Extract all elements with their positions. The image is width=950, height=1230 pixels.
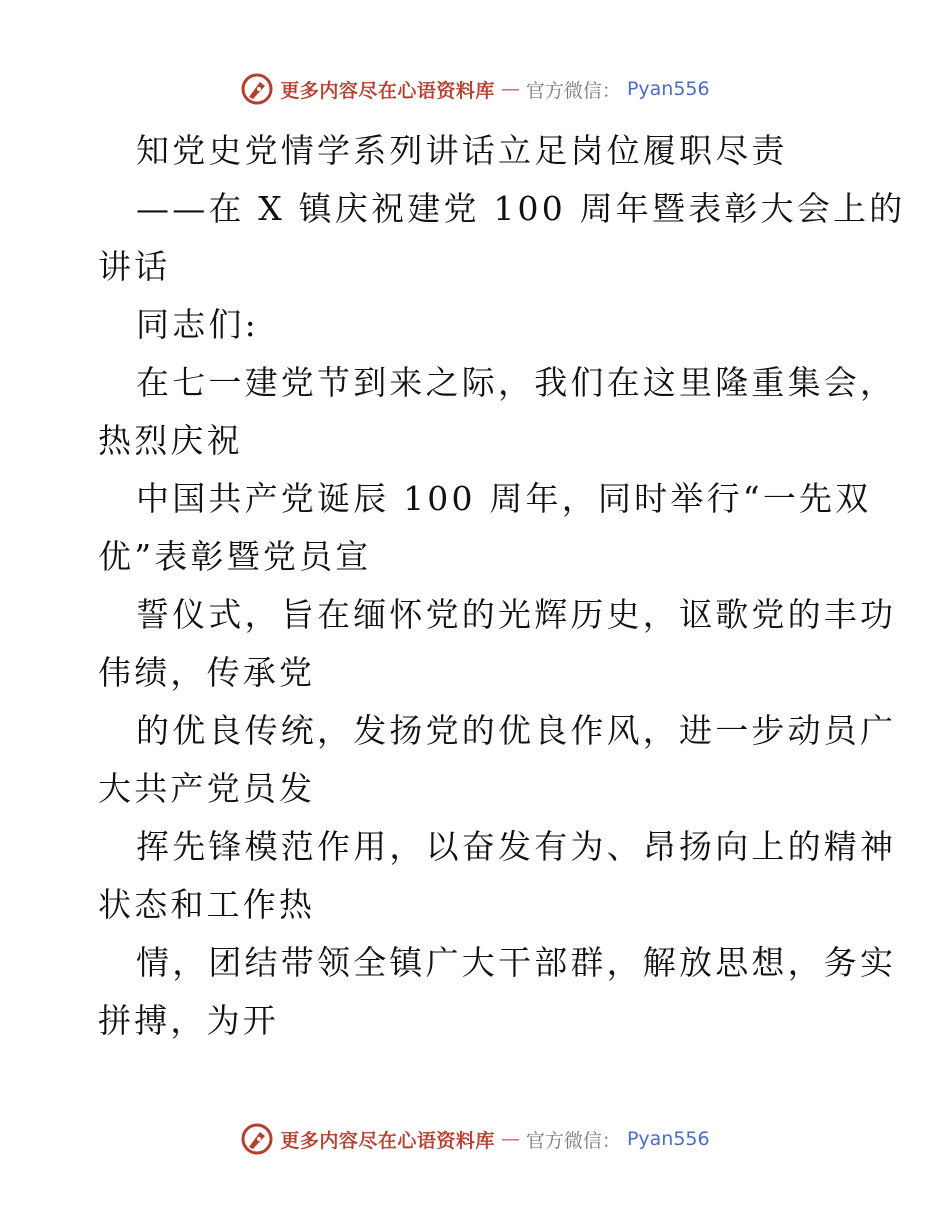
watermark-wechat-id: Pyan556 — [626, 78, 710, 100]
header-watermark — [0, 72, 950, 106]
paragraph-line: 拼搏，为开 — [98, 1001, 279, 1040]
document-subtitle-line: 讲话 — [98, 247, 171, 286]
paragraph-line: 同志们: — [136, 305, 259, 344]
paragraph-line: 大共产党员发 — [98, 769, 316, 808]
paragraph-line: 挥先锋模范作用，以奋发有为、昂扬向上的精神 — [136, 827, 897, 866]
pen-nib-circle-icon — [240, 72, 274, 106]
paragraph-line: 誓仪式，旨在缅怀党的光辉历史，讴歌党的丰功 — [136, 595, 897, 634]
watermark-dash: — — [500, 1128, 520, 1150]
paragraph-line: 中国共产党诞辰 100 周年，同时举行“一先双 — [136, 479, 872, 518]
watermark-brand: 更多内容尽在心语资料库 — [280, 79, 495, 102]
watermark-label: 官方微信： — [525, 79, 621, 102]
document-body — [0, 122, 950, 1050]
document-title: 知党史党情学系列讲话立足岗位履职尽责 — [136, 131, 788, 170]
paragraph-line: 的优良传统，发扬党的优良作风，进一步动员广 — [136, 711, 897, 750]
paragraph-line: 情，团结带领全镇广大干部群，解放思想，务实 — [136, 943, 897, 982]
watermark-wechat-id: Pyan556 — [626, 1128, 710, 1150]
watermark-dash: — — [500, 78, 520, 100]
paragraph-line: 热烈庆祝 — [98, 421, 243, 460]
watermark-label: 官方微信： — [525, 1129, 621, 1152]
footer-watermark — [0, 1122, 950, 1156]
paragraph-line: 伟绩，传承党 — [98, 653, 316, 692]
paragraph-line: 优”表彰暨党员宣 — [98, 537, 372, 576]
paragraph-line: 在七一建党节到来之际，我们在这里隆重集会， — [136, 363, 897, 402]
document-subtitle-line: ——在 X 镇庆祝建党 100 周年暨表彰大会上的 — [136, 189, 906, 228]
pen-nib-circle-icon — [240, 1122, 274, 1156]
paragraph-line: 状态和工作热 — [98, 885, 316, 924]
watermark-brand: 更多内容尽在心语资料库 — [280, 1129, 495, 1152]
